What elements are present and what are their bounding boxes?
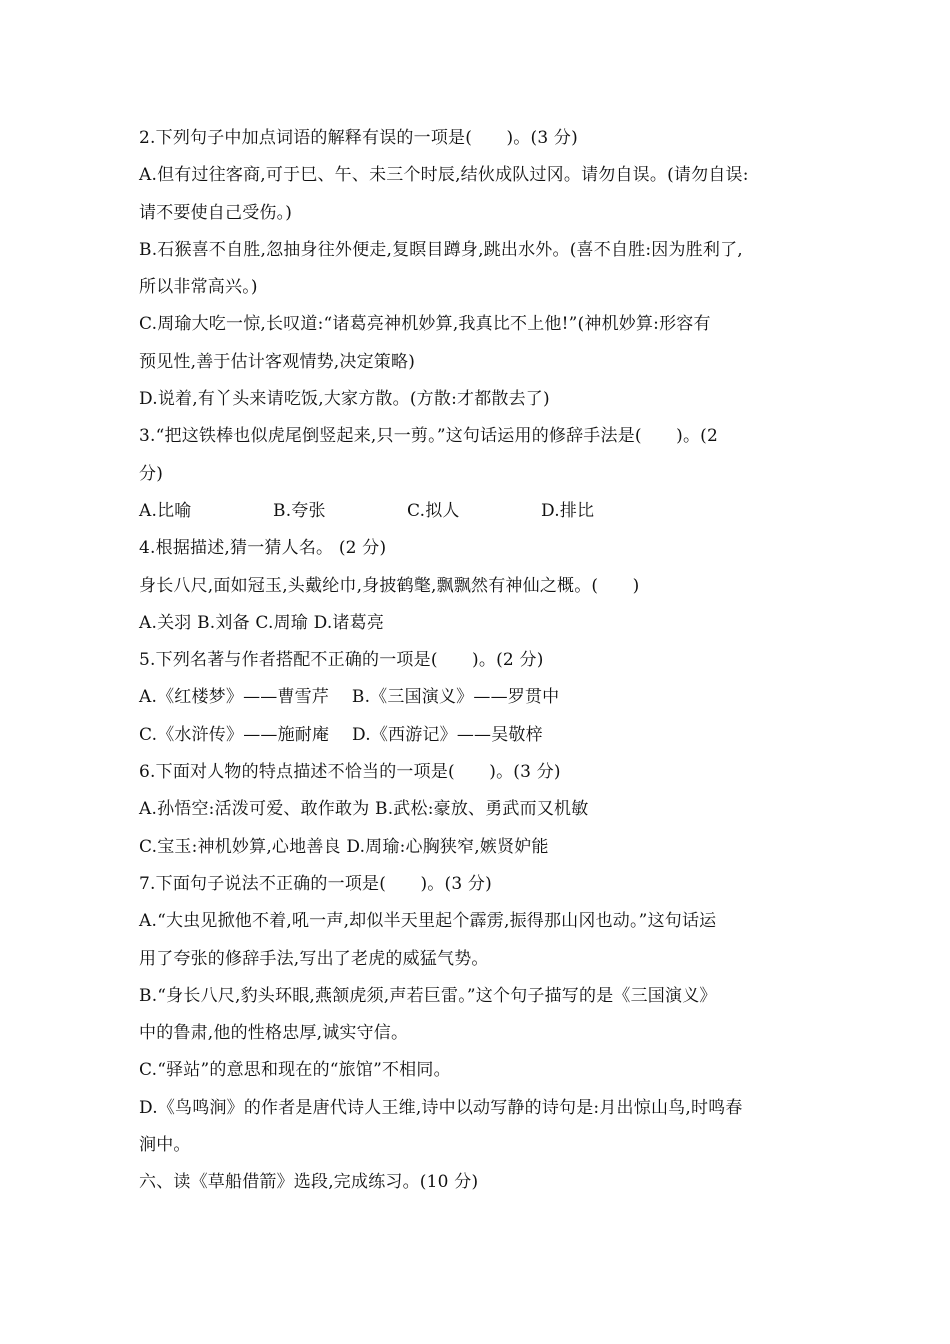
q2-option-c-line1: C.周瑜大吃一惊,长叹道:“诸葛亮神机妙算,我真比不上他!”(神机妙算:形容有 xyxy=(139,314,711,335)
q2-stem: 2.下列句子中加点词语的解释有误的一项是( )。(3 分) xyxy=(139,128,578,148)
q3-option-a: A.比喻 xyxy=(139,500,192,521)
q4-stem: 4.根据描述,猜一猜人名。 (2 分) xyxy=(139,538,387,559)
q5-stem: 5.下列名著与作者搭配不正确的一项是( )。(2 分) xyxy=(139,650,544,671)
q2-option-a-line2: 请不要使自己受伤。) xyxy=(139,202,293,223)
q7-stem: 7.下面句子说法不正确的一项是( )。(3 分) xyxy=(139,873,492,894)
q3-option-c: C.拟人 xyxy=(407,500,460,521)
q2-option-d: D.说着,有丫头来请吃饭,大家方散。(方散:才都散去了) xyxy=(139,389,550,410)
q3-option-d: D.排比 xyxy=(541,500,595,521)
q7-option-b-line2: 中的鲁肃,他的性格忠厚,诚实守信。 xyxy=(139,1023,409,1044)
document-page xyxy=(139,120,829,1202)
q7-option-a-line1: A.“大虫见掀他不着,吼一声,却似半天里起个霹雳,振得那山冈也动。”这句话运 xyxy=(139,911,717,932)
q2-option-b-line1: B.石猴喜不自胜,忽抽身往外便走,复瞑目蹲身,跳出水外。(喜不自胜:因为胜利了, xyxy=(139,239,743,260)
q5-options-ab: A.《红楼梦》——曹雪芹 B.《三国演义》——罗贯中 xyxy=(139,687,560,708)
q3-stem-line1: 3.“把这铁棒也似虎尾倒竖起来,只一剪。”这句话运用的修辞手法是( )。(2 xyxy=(139,426,719,447)
q7-option-c: C.“驿站”的意思和现在的“旅馆”不相同。 xyxy=(139,1060,451,1081)
q3-options xyxy=(139,493,829,530)
q5-options-cd: C.《水浒传》——施耐庵 D.《西游记》——吴敬梓 xyxy=(139,724,543,745)
q2-option-a-line1: A.但有过往客商,可于巳、午、未三个时辰,结伙成队过冈。请勿自误。(请勿自误: xyxy=(139,165,749,186)
q7-option-b-line1: B.“身长八尺,豹头环眼,燕颔虎须,声若巨雷。”这个句子描写的是《三国演义》 xyxy=(139,985,717,1006)
q4-options: A.关羽 B.刘备 C.周瑜 D.诸葛亮 xyxy=(139,612,385,633)
q6-stem: 6.下面对人物的特点描述不恰当的一项是( )。(3 分) xyxy=(139,762,561,783)
q7-option-a-line2: 用了夸张的修辞手法,写出了老虎的威猛气势。 xyxy=(139,948,489,969)
q2-option-b-line2: 所以非常高兴。) xyxy=(139,277,258,298)
q2-option-c-line2: 预见性,善于估计客观情势,决定策略) xyxy=(139,351,416,372)
section-six-heading: 六、读《草船借箭》选段,完成练习。(10 分) xyxy=(139,1172,479,1193)
q6-options-cd: C.宝玉:神机妙算,心地善良 D.周瑜:心胸狭窄,嫉贤妒能 xyxy=(139,836,549,857)
q3-stem-line2: 分) xyxy=(139,463,164,484)
q6-options-ab: A.孙悟空:活泼可爱、敢作敢为 B.武松:豪放、勇武而又机敏 xyxy=(139,799,589,820)
q4-description: 身长八尺,面如冠玉,头戴纶巾,身披鹤氅,飘飘然有神仙之概。( ) xyxy=(139,575,640,596)
q3-option-b: B.夸张 xyxy=(273,500,326,521)
q7-option-d-line2: 涧中。 xyxy=(139,1135,191,1156)
q7-option-d-line1: D.《鸟鸣涧》的作者是唐代诗人王维,诗中以动写静的诗句是:月出惊山鸟,时鸣春 xyxy=(139,1097,743,1118)
